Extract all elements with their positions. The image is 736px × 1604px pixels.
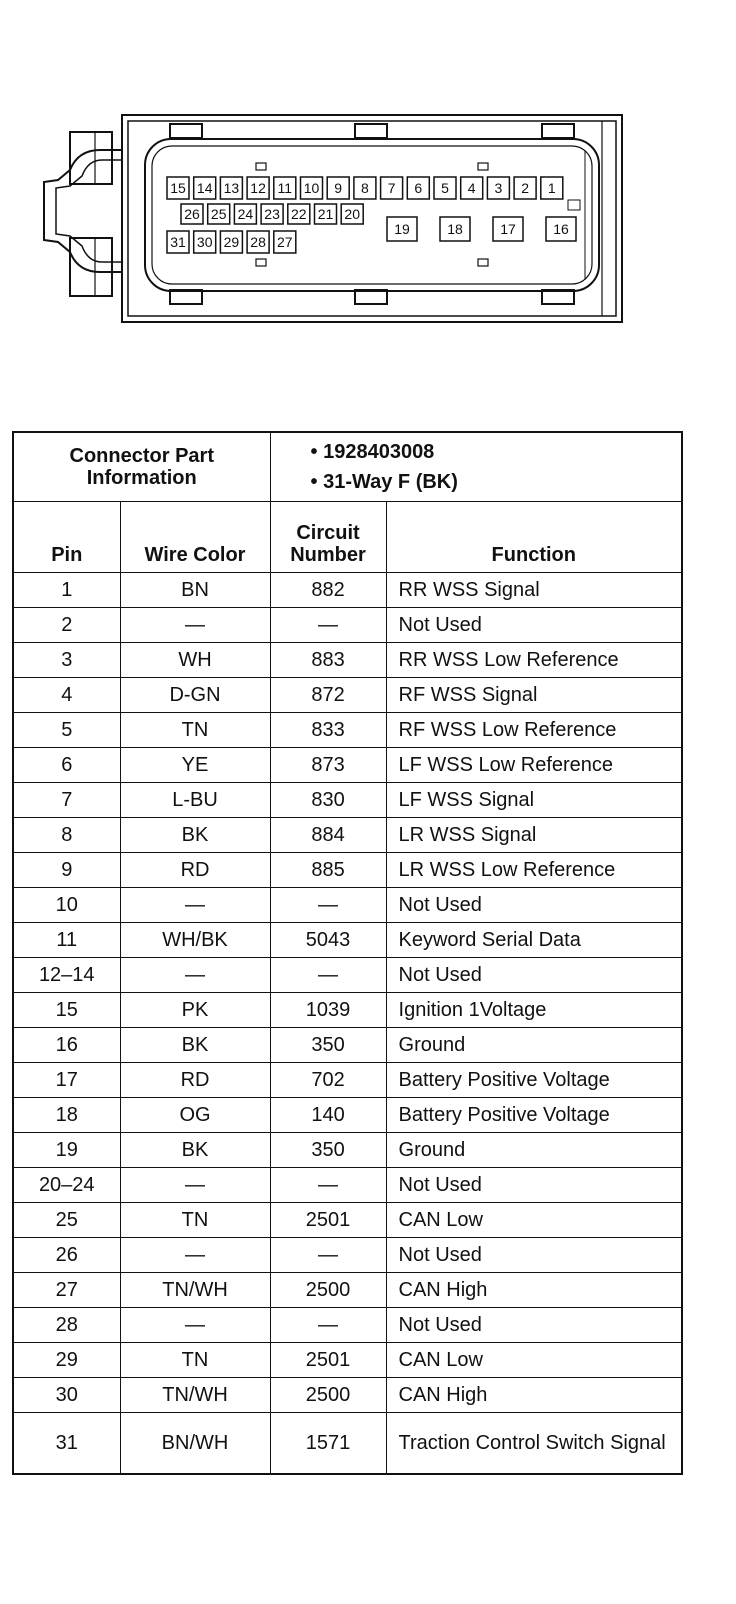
pin-number-label: 15 (170, 180, 186, 196)
cell-function: Ground (386, 1028, 682, 1063)
column-header-pin: Pin (13, 502, 120, 573)
cell-circuit-number: 2500 (270, 1273, 386, 1308)
pin-12 (247, 177, 269, 199)
table-row (13, 1028, 682, 1063)
cell-wire-color: RD (120, 1063, 270, 1098)
cell-pin: 6 (13, 748, 120, 783)
cell-wire-color: — (120, 1238, 270, 1273)
cell-pin: 19 (13, 1133, 120, 1168)
cell-wire-color: WH/BK (120, 923, 270, 958)
pin-31 (167, 231, 189, 253)
cell-wire-color: L-BU (120, 783, 270, 818)
pin-number-label: 2 (521, 180, 529, 196)
pin-4 (461, 177, 483, 199)
cell-wire-color: — (120, 958, 270, 993)
cell-function: Battery Positive Voltage (386, 1098, 682, 1133)
pin-number-label: 10 (303, 180, 320, 196)
pin-number-label: 3 (494, 180, 503, 196)
cell-circuit-number: 350 (270, 1133, 386, 1168)
pin-number-label: 4 (467, 180, 476, 196)
cell-function: RF WSS Low Reference (386, 713, 682, 748)
pin-15 (167, 177, 189, 199)
cell-circuit-number: 873 (270, 748, 386, 783)
pin-17 (493, 217, 523, 241)
pin-22 (288, 204, 310, 224)
cell-pin: 16 (13, 1028, 120, 1063)
cell-circuit-number: 884 (270, 818, 386, 853)
cell-wire-color: BN/WH (120, 1413, 270, 1475)
cell-circuit-number: 833 (270, 713, 386, 748)
pin-number-label: 6 (414, 180, 423, 196)
pin-number-label: 19 (394, 221, 410, 237)
cell-pin: 1 (13, 573, 120, 608)
pin-number-label: 14 (196, 180, 213, 196)
cell-circuit-number: 1039 (270, 993, 386, 1028)
pin-27 (274, 231, 296, 253)
pin-21 (315, 204, 337, 224)
pin-number-label: 24 (237, 206, 254, 222)
cell-wire-color: WH (120, 643, 270, 678)
pin-number-label: 21 (317, 206, 334, 222)
table-row (13, 1308, 682, 1343)
cell-function: LF WSS Signal (386, 783, 682, 818)
cell-wire-color: TN/WH (120, 1273, 270, 1308)
cell-circuit-number: 702 (270, 1063, 386, 1098)
pin-19 (387, 217, 417, 241)
pin-5 (434, 177, 456, 199)
pin-8 (354, 177, 376, 199)
pin-number-label: 7 (387, 180, 396, 196)
cell-function: Not Used (386, 1308, 682, 1343)
cell-function: LR WSS Low Reference (386, 853, 682, 888)
cell-function: Not Used (386, 958, 682, 993)
table-row (13, 1168, 682, 1203)
table-row (13, 1203, 682, 1238)
cell-wire-color: TN (120, 1343, 270, 1378)
cell-circuit-number: — (270, 1238, 386, 1273)
pin-23 (261, 204, 283, 224)
pin-number-label: 16 (553, 221, 569, 237)
pin-number-label: 13 (223, 180, 240, 196)
cell-pin: 7 (13, 783, 120, 818)
pin-number-label: 29 (223, 234, 240, 250)
cell-circuit-number: 140 (270, 1098, 386, 1133)
pin-number-label: 17 (500, 221, 516, 237)
cell-pin: 25 (13, 1203, 120, 1238)
cell-wire-color: — (120, 1308, 270, 1343)
pin-number-label: 18 (447, 221, 463, 237)
cell-function: RR WSS Signal (386, 573, 682, 608)
connector-pinout-table (12, 431, 683, 1475)
pin-row-bottom (167, 231, 296, 253)
cell-pin: 9 (13, 853, 120, 888)
table-row (13, 1343, 682, 1378)
cell-wire-color: D-GN (120, 678, 270, 713)
cell-circuit-number: 872 (270, 678, 386, 713)
table-row (13, 1413, 682, 1475)
cell-circuit-number: 883 (270, 643, 386, 678)
table-row (13, 818, 682, 853)
pin-3 (487, 177, 509, 199)
cell-wire-color: — (120, 608, 270, 643)
cell-pin: 29 (13, 1343, 120, 1378)
pin-number-label: 11 (277, 180, 293, 196)
table-row (13, 678, 682, 713)
cell-circuit-number: 1571 (270, 1413, 386, 1475)
pin-30 (194, 231, 216, 253)
column-header-function: Function (386, 502, 682, 573)
cell-circuit-number: 2501 (270, 1343, 386, 1378)
pinout-rows (13, 573, 682, 1475)
table-row (13, 1133, 682, 1168)
cell-wire-color: OG (120, 1098, 270, 1133)
cell-pin: 17 (13, 1063, 120, 1098)
connector-type: • 31-Way F (BK) (310, 471, 458, 493)
pin-number-label: 25 (210, 206, 227, 222)
cell-circuit-number: 350 (270, 1028, 386, 1063)
pin-2 (514, 177, 536, 199)
cell-pin: 10 (13, 888, 120, 923)
pin-number-label: 31 (170, 234, 186, 250)
pin-number-label: 1 (547, 180, 556, 196)
cell-function: Battery Positive Voltage (386, 1063, 682, 1098)
table-row (13, 1238, 682, 1273)
pin-20 (341, 204, 363, 224)
cell-function: Keyword Serial Data (386, 923, 682, 958)
cell-pin: 5 (13, 713, 120, 748)
cell-pin: 12–14 (13, 958, 120, 993)
connector-diagram (0, 0, 736, 400)
cell-wire-color: — (120, 888, 270, 923)
cell-circuit-number: — (270, 1308, 386, 1343)
pin-26 (181, 204, 203, 224)
cell-wire-color: — (120, 1168, 270, 1203)
table-row (13, 1063, 682, 1098)
cell-pin: 2 (13, 608, 120, 643)
cell-pin: 8 (13, 818, 120, 853)
cell-pin: 20–24 (13, 1168, 120, 1203)
table-row (13, 748, 682, 783)
cell-circuit-number: — (270, 1168, 386, 1203)
pin-1 (541, 177, 563, 199)
pin-row-middle (181, 204, 363, 224)
cell-circuit-number: — (270, 958, 386, 993)
pin-25 (208, 204, 230, 224)
cell-function: CAN Low (386, 1203, 682, 1238)
cell-function: RF WSS Signal (386, 678, 682, 713)
cell-pin: 28 (13, 1308, 120, 1343)
cell-function: RR WSS Low Reference (386, 643, 682, 678)
cell-wire-color: TN (120, 713, 270, 748)
cell-wire-color: TN (120, 1203, 270, 1238)
connector-info-row (13, 432, 682, 502)
pin-14 (194, 177, 216, 199)
table-row (13, 713, 682, 748)
cell-function: CAN High (386, 1378, 682, 1413)
cell-function: CAN High (386, 1273, 682, 1308)
cell-function: Traction Control Switch Signal (386, 1413, 682, 1475)
cell-function: Not Used (386, 1168, 682, 1203)
cell-pin: 3 (13, 643, 120, 678)
column-header-circuit-number: Circuit Number (270, 502, 386, 573)
cell-function: LR WSS Signal (386, 818, 682, 853)
table-row (13, 643, 682, 678)
table-row (13, 958, 682, 993)
pin-number-label: 23 (264, 206, 280, 222)
cell-circuit-number: 885 (270, 853, 386, 888)
pin-number-label: 22 (291, 206, 307, 222)
cell-circuit-number: 2500 (270, 1378, 386, 1413)
column-header-wire-color: Wire Color (120, 502, 270, 573)
pin-number-label: 30 (196, 234, 213, 250)
pin-24 (234, 204, 256, 224)
cell-wire-color: YE (120, 748, 270, 783)
pin-13 (220, 177, 242, 199)
cell-circuit-number: 882 (270, 573, 386, 608)
cell-circuit-number: 5043 (270, 923, 386, 958)
cell-pin: 15 (13, 993, 120, 1028)
table-row (13, 1098, 682, 1133)
pin-number-label: 20 (344, 206, 360, 222)
pin-7 (381, 177, 403, 199)
cell-function: LF WSS Low Reference (386, 748, 682, 783)
cell-function: Ground (386, 1133, 682, 1168)
pin-28 (247, 231, 269, 253)
part-number: • 1928403008 (310, 441, 435, 463)
cell-wire-color: PK (120, 993, 270, 1028)
table-row (13, 573, 682, 608)
cell-function: Not Used (386, 608, 682, 643)
cell-pin: 26 (13, 1238, 120, 1273)
table-row (13, 923, 682, 958)
table-row (13, 888, 682, 923)
cell-circuit-number: — (270, 608, 386, 643)
pin-number-label: 26 (184, 206, 200, 222)
pin-9 (327, 177, 349, 199)
table-row (13, 1273, 682, 1308)
cell-pin: 27 (13, 1273, 120, 1308)
pin-18 (440, 217, 470, 241)
cell-pin: 18 (13, 1098, 120, 1133)
pin-row-large (387, 217, 576, 241)
table-row (13, 783, 682, 818)
cell-function: Not Used (386, 1238, 682, 1273)
pin-16 (546, 217, 576, 241)
pin-29 (220, 231, 242, 253)
pin-number-label: 9 (334, 180, 343, 196)
pin-number-label: 28 (250, 234, 266, 250)
connector-part-info-values (270, 432, 682, 502)
column-header-row (13, 502, 682, 573)
pin-number-label: 5 (441, 180, 449, 196)
table-row (13, 608, 682, 643)
cell-wire-color: BN (120, 573, 270, 608)
pin-number-label: 12 (250, 180, 266, 196)
cell-function: Not Used (386, 888, 682, 923)
cell-pin: 11 (13, 923, 120, 958)
pin-number-label: 27 (277, 234, 293, 250)
table-row (13, 853, 682, 888)
pin-number-label: 8 (361, 180, 369, 196)
connector-part-info-label: Connector Part Information (13, 432, 270, 502)
cell-pin: 4 (13, 678, 120, 713)
cell-wire-color: BK (120, 1133, 270, 1168)
cell-pin: 31 (13, 1413, 120, 1475)
cell-pin: 30 (13, 1378, 120, 1413)
pin-row-top (167, 177, 563, 199)
cell-wire-color: BK (120, 1028, 270, 1063)
cell-circuit-number: 830 (270, 783, 386, 818)
table-row (13, 1378, 682, 1413)
cell-circuit-number: — (270, 888, 386, 923)
pin-10 (301, 177, 323, 199)
cell-wire-color: BK (120, 818, 270, 853)
cell-wire-color: TN/WH (120, 1378, 270, 1413)
cell-function: Ignition 1Voltage (386, 993, 682, 1028)
cell-function: CAN Low (386, 1343, 682, 1378)
table-row (13, 993, 682, 1028)
cell-circuit-number: 2501 (270, 1203, 386, 1238)
cell-wire-color: RD (120, 853, 270, 888)
pin-6 (407, 177, 429, 199)
pin-11 (274, 177, 296, 199)
